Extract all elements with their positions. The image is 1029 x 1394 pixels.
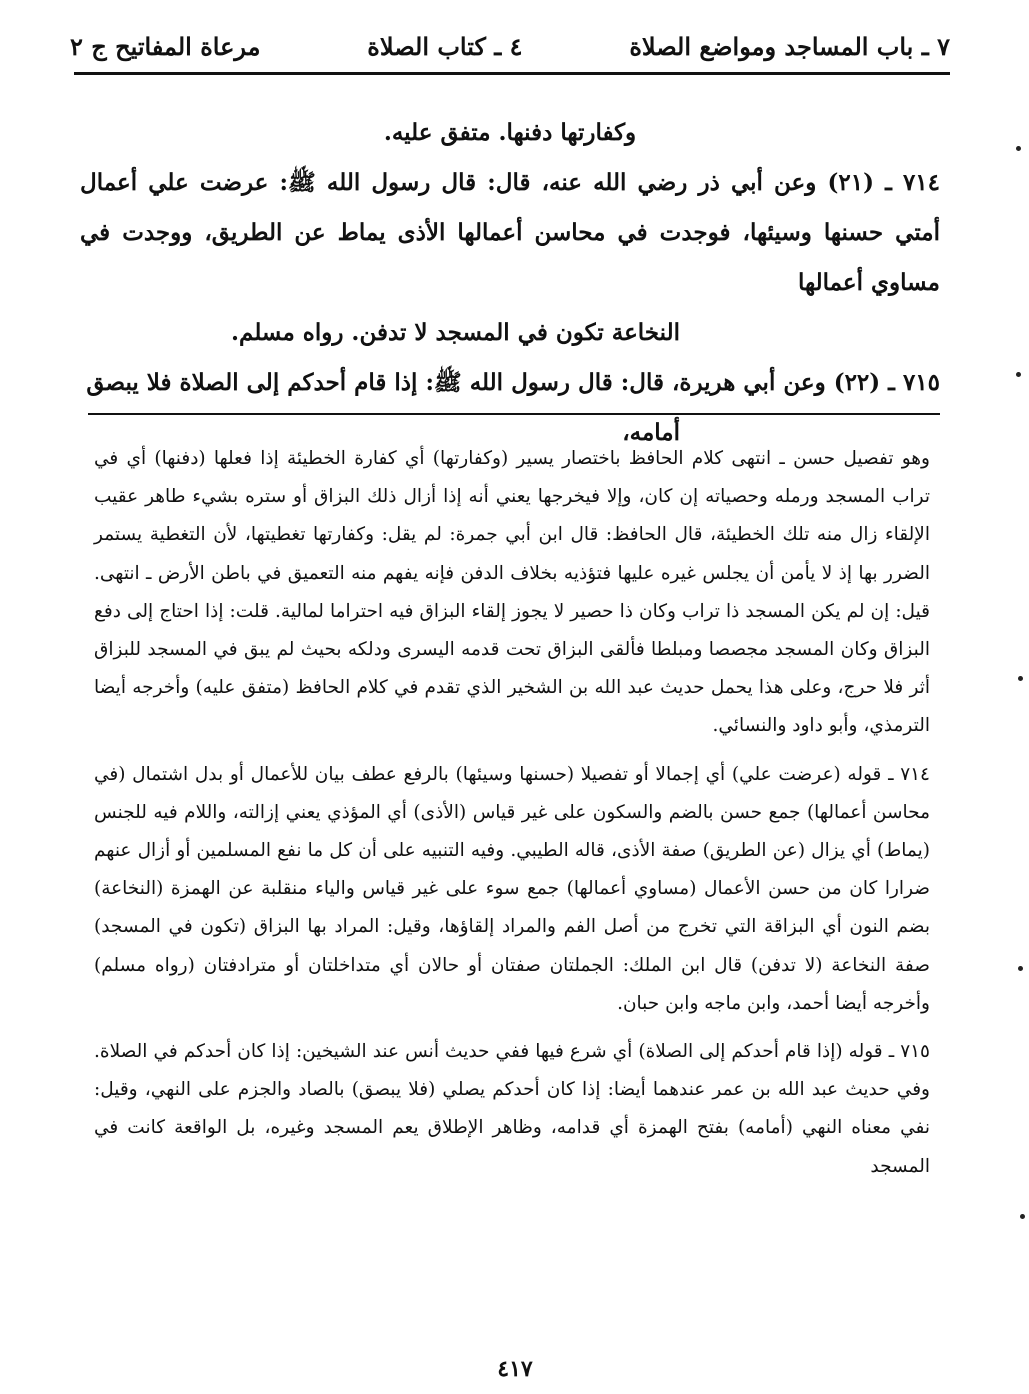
header-book-section: ٤ ـ كتاب الصلاة [367,31,523,61]
commentary-paragraph-1: وهو تفصيل حسن ـ انتهى كلام الحافظ باختصار يسير (وكفارتها) أي كفارة الخطيئة إذا فعلها (دفنها) أي في تراب المسجد ورمله وحصياته إن كان، وإلا فيخرجها يعني أنه إذا أزال ذلك البزاق أو ستره بشيء طاهر عقيب الإلقاء زال منه تلك الخطيئة، قال الحافظ: قال ابن أبي جمرة: لم يقل: وكفارتها تغطيتها، لأن التغطية يستمر الضرر بها إذ لا يأمن أن يجلس غيره عليها فتؤذيه بخلاف الدفن فإنه يفهم منه التعميق في باطن الأرض ـ انتهى. قيل: إن لم يكن المسجد ذا تراب وكان ذا حصير لا يجوز إلقاء البزاق فيه احتراما لمالية. قلت: إذا احتاج إلى دفع البزاق وكان المسجد مجصصا ومبلطا فألقى البزاق تحت قدمه اليسرى ودلكه بحيث لم يبق في المسجد للبزاق أثر فلا حرج، وعلى هذا يحمل حديث عبد الله بن الشخير الذي تقدم في كلام الحافظ (متفق عليه) وأخرجه أيضا الترمذي، وأبو داود والنسائي. [94,448,930,737]
hadith-text [80,108,940,458]
scan-speck [1018,966,1023,971]
hadith-714-end: النخاعة تكون في المسجد لا تدفن. رواه مسلم. [231,319,680,346]
header-chapter: ٧ ـ باب المساجد ومواضع الصلاة [629,31,950,61]
matn-line-1: وكفارتها دفنها. متفق عليه. [383,119,637,146]
page-number: ٤١٧ [497,1356,533,1382]
commentary-paragraph-715: ٧١٥ ـ قوله (إذا قام أحدكم إلى الصلاة) أي شرع فيها ففي حديث أنس عند الشيخين: إذا كان أحدكم في الصلاة. وفي حديث عبد الله بن عمر عندهما أيضا: إذا كان أحدكم يصلي (فلا يبصق) بالصاد والجزم على النهي، وقيل: نفي معناه النهي (أمامه) بفتح الهمزة أي قدامه، وظاهر الإطلاق يعم المسجد وغيره، بل الواقعة كانت في المسجد [94,1041,930,1177]
commentary [94,440,930,1186]
commentary-paragraph-714: ٧١٤ ـ قوله (عرضت علي) أي إجمالا أو تفصيلا (حسنها وسيئها) بالرفع عطف بيان للأعمال أو بدل اشتمال (في محاسن أعمالها) جمع حسن بالضم والسكون على غير قياس (الأذى) أي المؤذي يعني إزالته، واللام فيه للجنس (يماط) أي يزال (عن الطريق) صفة الأذى، قاله الطيبي. وفيه التنبيه على أن كل ما نفع المسلمين أو أزال عنهم ضرارا كان من حسن الأعمال (مساوي أعمالها) جمع سوء على غير قياس والياء منقلبة عن الهمزة (النخاعة) بضم النون أي البزاقة التي تخرج من أصل الفم والمراد إلقاؤها، وقيل: المراد بها البزاق (تكون في المسجد) صفة النخاعة (لا تدفن) قال ابن الملك: الجملتان صفتان أو حالان أي متداخلتان أو مترادفتان (رواه مسلم) وأخرجه أيضا أحمد، وابن ماجه وابن حبان. [94,763,930,1014]
scan-speck [1018,676,1023,681]
hadith-715: ٧١٥ ـ (٢٢) وعن أبي هريرة، قال: قال رسول الله ﷺ: إذا قام أحدكم إلى الصلاة فلا يبصق [86,369,940,396]
scan-speck [1020,1214,1025,1219]
header-book-volume: مرعاة المفاتيح ج ٢ [70,31,261,61]
header-rule [74,72,950,75]
scan-speck [1016,372,1021,377]
hadith-715-end: أمامه، [622,419,680,446]
running-header [70,26,950,66]
separator-rule [88,413,940,415]
hadith-714: ٧١٤ ـ (٢١) وعن أبي ذر رضي الله عنه، قال: قال رسول الله ﷺ: عرضت علي أعمال أمتي حسنها وسيئها، فوجدت في محاسن أعمالها الأذى يماط عن الطريق، ووجدت في مساوي أعمالها [80,169,940,296]
scan-speck [1016,146,1021,151]
